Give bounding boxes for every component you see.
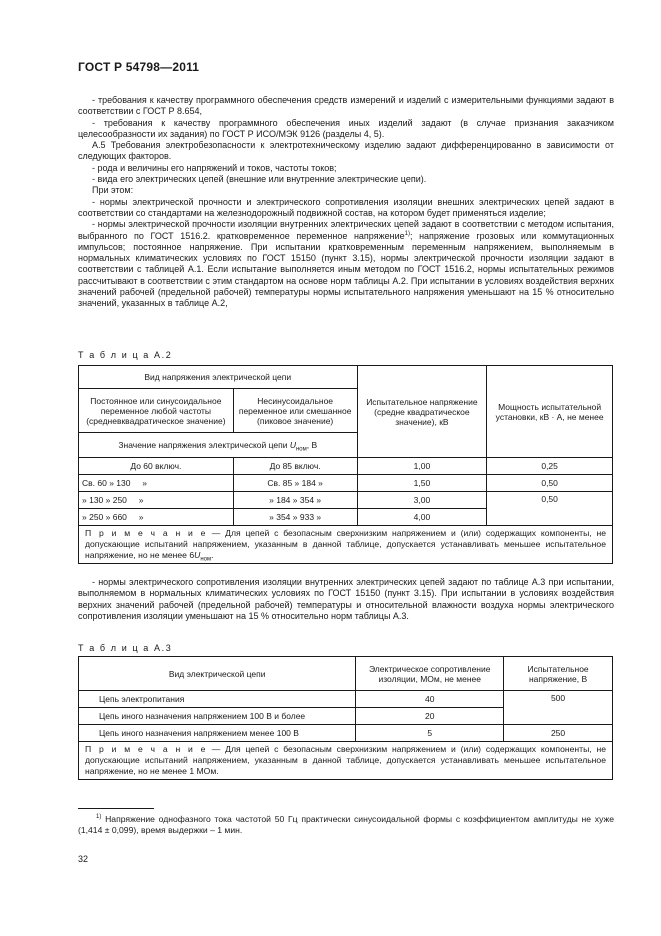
table-cell: 0,50 bbox=[487, 475, 613, 492]
paragraph: - вида его электрических цепей (внешние или внутренние электрические цепи). bbox=[92, 174, 427, 185]
table-header: Мощность испытательной установки, кВ · А, не менее bbox=[487, 366, 613, 458]
paragraph: При этом: bbox=[92, 185, 134, 196]
table-cell: До 85 включ. bbox=[233, 458, 357, 475]
note-label: П р и м е ч а н и е bbox=[85, 528, 207, 538]
table-cell: » 184 » 354 » bbox=[233, 492, 357, 509]
table-header: Постоянное или синусоидальное переменное любой частоты (средневквадратическое значение) bbox=[79, 389, 234, 433]
paragraph: - требования к качеству программного обеспечения средств измерений и изделий с измерительными функциями задают в соответствии с ГОСТ Р 8.654, bbox=[78, 95, 614, 117]
table-cell: 0,25 bbox=[487, 458, 613, 475]
footnote-text bbox=[78, 814, 614, 836]
table-cell: » 250 » 660 » bbox=[79, 509, 234, 526]
table-cell: Св. 60 » 130 » bbox=[79, 475, 234, 492]
table-cell: 40 bbox=[356, 691, 504, 708]
footnote-ref: 1) bbox=[404, 230, 410, 237]
table-row bbox=[79, 725, 613, 742]
body-text bbox=[78, 95, 614, 310]
table-cell: 500 bbox=[504, 691, 613, 725]
page-header: ГОСТ Р 54798—2011 bbox=[78, 60, 200, 74]
table-a2-caption: Т а б л и ц а А.2 bbox=[78, 350, 173, 360]
footnote-body: Напряжение однофазного тока частотой 50 Гц практически синусоидальной формы с коэффициентом амплитуды не хуже (1,414 ± 0,099), время выдержки – 1 мин. bbox=[78, 814, 614, 835]
table-cell: Цепь иного назначения напряжением 100 В и более bbox=[79, 708, 356, 725]
header-subscript: ном bbox=[295, 446, 307, 453]
table-cell: 1,00 bbox=[357, 458, 487, 475]
table-row bbox=[79, 458, 613, 475]
note-symbol: U bbox=[194, 550, 201, 560]
table-cell: » 130 » 250 » bbox=[79, 492, 234, 509]
table-header: Вид напряжения электрической цепи bbox=[79, 366, 358, 389]
paragraph-part: - нормы электрической прочности изоляции внутренних электрических цепей задают в соответствии с методом испытания, выбранного по ГОСТ 1516.2. кратковременное переменное напряжение bbox=[78, 219, 614, 241]
paragraph: - требования к качеству программного обеспечения иных изделий задают (в случае признания заказчиком целесообразности их задания) по ГОСТ Р ИСО/МЭК 9126 (разделы 4, 5). bbox=[78, 117, 614, 139]
header-text: , В bbox=[306, 440, 318, 450]
paragraph: - рода и величины его напряжений и токов, частоты токов; bbox=[92, 162, 337, 173]
table-row bbox=[79, 492, 613, 509]
table-cell: Св. 85 » 184 » bbox=[233, 475, 357, 492]
table-a3-caption: Т а б л и ц а А.3 bbox=[78, 643, 173, 653]
table-header: Испытательное напряжение (средне квадратическое значение), кВ bbox=[357, 366, 487, 458]
table-header: Несинусоидальное переменное или смешанное (пиковое значение) bbox=[233, 389, 357, 433]
table-a2 bbox=[78, 365, 613, 564]
paragraph-part: ; напряжение грозовых или коммутационных импульсов; постоянное напряжение. При испытании кратковременным переменным напряжением, выполняемым в нормальных климатических условиях по ГОСТ 15150 (пункт 3.15), нормы электрической прочности изоляции задают в соответствии с таблицей А.1. Если испытание выполняется иным методом по ГОСТ 1516.2, нормы испытательных режимов рассчитывают в соответствии с этим стандартом на основе норм таблицы А.2. При испытании в условиях воздействия верхних значений рабочей (предельной рабочей) температуры нормы испытательного напряжения уменьшают на 15 % относительно значений, указанных в таблице А.2, bbox=[78, 230, 614, 309]
table-header: Испытательное напряжение, В bbox=[504, 657, 613, 691]
note-subscript: ном bbox=[200, 556, 212, 563]
note-text: — Для цепей с безопасным сверхнизким напряжением и (или) содержащих компоненты, не допускающие испытаний напряжением, указанным в данной таблице, допускается устанавливать меньшее испытательное напряжение, но не менее 1 МОм. bbox=[85, 744, 606, 776]
table-cell: » 354 » 933 » bbox=[233, 509, 357, 526]
note-text: — Для цепей с безопасным сверхнизким напряжением и (или) содержащих компоненты, не допускающие испытаний напряжением, указанным в данной таблице, допускается устанавливать меньшее испытательное напряжение, но не менее 6 bbox=[85, 528, 606, 560]
footnote bbox=[78, 814, 614, 836]
table-note-row bbox=[79, 742, 613, 780]
table-row bbox=[79, 691, 613, 708]
table-row bbox=[79, 475, 613, 492]
table-cell: 3,00 bbox=[357, 492, 487, 509]
page-number: 32 bbox=[78, 854, 89, 864]
paragraph bbox=[78, 219, 614, 309]
table-header: Вид электрической цепи bbox=[79, 657, 356, 691]
table-note bbox=[79, 526, 613, 564]
table-cell: 5 bbox=[356, 725, 504, 742]
table-note-row bbox=[79, 526, 613, 564]
table-a3 bbox=[78, 656, 613, 780]
header-text: Значение напряжения электрической цепи bbox=[118, 440, 290, 450]
table-note bbox=[79, 742, 613, 780]
paragraph: - нормы электрического сопротивления изоляции внутренних электрических цепей задают по таблице А.3 при испытании, выполняемом в нормальных климатических условиях по ГОСТ 15150 (пункт 3.15). При испытании в условиях воздействия верхних значений рабочей (предельной рабочей) температуры и относительной влажности воздуха нормы электрического сопротивления изоляции уменьшают на 15 % относительно норм таблицы А.3. bbox=[78, 577, 614, 621]
header-symbol: U bbox=[289, 440, 296, 450]
table-header bbox=[79, 433, 358, 458]
table-cell: До 60 включ. bbox=[79, 458, 234, 475]
table-cell: 0,50 bbox=[487, 492, 613, 526]
note-label: П р и м е ч а н и е bbox=[85, 744, 207, 754]
table-cell: 250 bbox=[504, 725, 613, 742]
table-cell: Цепь иного назначения напряжением менее 100 В bbox=[79, 725, 356, 742]
footnote-divider bbox=[78, 808, 154, 809]
table-header: Электрическое сопротивление изоляции, МОм, не менее bbox=[356, 657, 504, 691]
body-text bbox=[78, 577, 614, 622]
table-cell: 4,00 bbox=[357, 509, 487, 526]
paragraph: - нормы электрической прочности и электрического сопротивления изоляции внешних электрических цепей задают в соответствии со стандартами на железнодорожный подвижной состав, на котором будет применяться изделие; bbox=[78, 196, 614, 218]
note-text: . bbox=[211, 550, 214, 560]
table-cell: Цепь электропитания bbox=[79, 691, 356, 708]
table-cell: 20 bbox=[356, 708, 504, 725]
footnote-mark: 1) bbox=[96, 814, 102, 821]
table-cell: 1,50 bbox=[357, 475, 487, 492]
paragraph: А.5 Требования электробезопасности к электротехническому изделию задают дифференцированно в зависимости от следующих факторов. bbox=[78, 140, 614, 162]
